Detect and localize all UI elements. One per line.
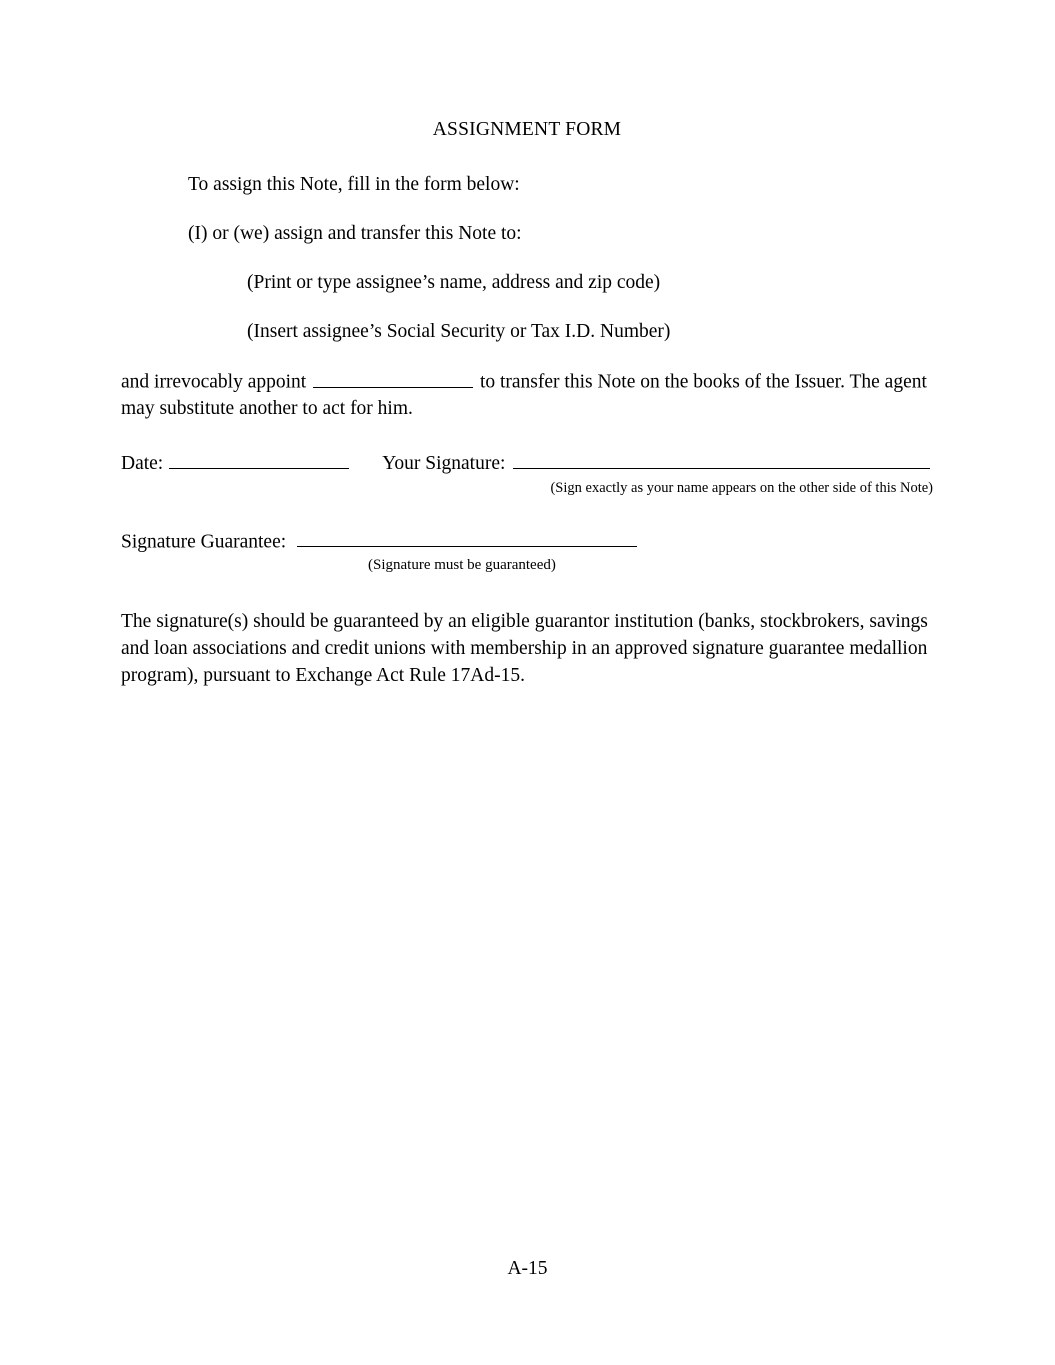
document-body <box>121 118 933 689</box>
signature-blank-field[interactable] <box>513 449 930 469</box>
assignee-tax-id-hint: (Insert assignee’s Social Security or Tax I.D. Number) <box>247 321 671 343</box>
page-title: ASSIGNMENT FORM <box>432 119 622 140</box>
appointment-text-before: and irrevocably appoint <box>121 371 307 393</box>
date-label: Date: <box>121 452 164 474</box>
appointment-paragraph <box>121 368 933 423</box>
signature-guarantee-label: Signature Guarantee: <box>121 531 287 553</box>
appointee-blank-field[interactable] <box>313 368 473 388</box>
guarantor-closing-paragraph: The signature(s) should be guaranteed by an eligible guarantor institution (banks, stockbrokers, savings and loan associations and credit unions with membership in an approved signature guarantee medallion program), pursuant to Exchange Act Rule 17Ad-15. <box>121 610 928 687</box>
assign-transfer-line: (I) or (we) assign and transfer this Note to: <box>188 223 522 245</box>
signature-guarantee-blank-field[interactable] <box>297 528 637 548</box>
signature-label: Your Signature: <box>382 452 506 474</box>
page-number: A-15 <box>507 1258 548 1279</box>
signature-instruction-note: (Sign exactly as your name appears on the other side of this Note) <box>550 479 933 496</box>
signature-guarantee-row <box>121 528 933 556</box>
intro-paragraph: To assign this Note, fill in the form below: <box>188 174 520 196</box>
date-blank-field[interactable] <box>169 449 349 469</box>
date-signature-row <box>121 449 933 477</box>
assignee-name-hint: (Print or type assignee’s name, address and zip code) <box>247 272 661 294</box>
appointment-text-after: to transfer this Note on the books of the Issuer. The agent may substitute another to act for him. <box>121 371 927 420</box>
signature-guarantee-note: (Signature must be guaranteed) <box>368 557 556 574</box>
